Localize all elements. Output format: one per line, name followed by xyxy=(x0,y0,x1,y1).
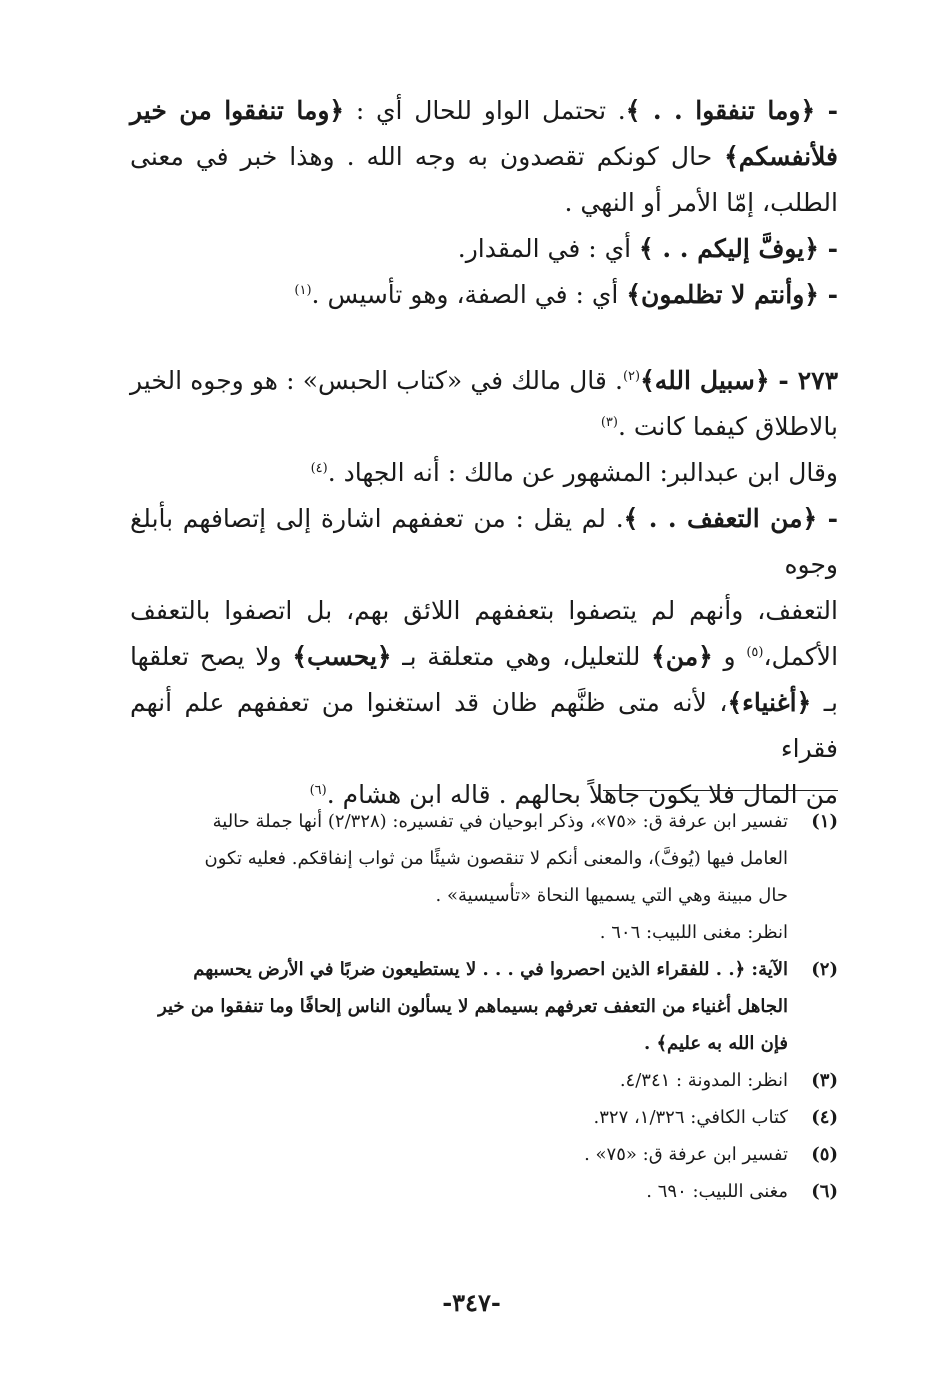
footnote-5 xyxy=(130,1136,838,1173)
footnote-text xyxy=(130,1173,788,1210)
paragraph-line xyxy=(130,634,838,680)
quran-quote: ﴿أغنياء﴾ xyxy=(727,688,812,717)
paragraph-line xyxy=(130,88,838,134)
paragraph-line xyxy=(130,134,838,180)
main-text xyxy=(130,88,838,818)
footnote-2 xyxy=(130,951,838,1062)
paragraph-line xyxy=(130,496,838,588)
text-span: أي : في الصفة، وهو تأسيس . xyxy=(311,280,627,309)
text-span: التعفف، وأنهم لم يتصفوا بتعففهم اللائق بهم، بل اتصفوا بالتعفف xyxy=(130,596,838,625)
footnote-text xyxy=(130,1099,788,1136)
text-span: للتعليل، وهي متعلقة بـ xyxy=(391,642,652,671)
paragraph-line xyxy=(130,180,838,226)
footnote-number: (٥) xyxy=(811,1144,838,1165)
paragraph-line xyxy=(130,450,838,496)
quran-quote: - ﴿من التعفف . . ﴾ xyxy=(623,504,838,533)
quran-quote: - ﴿يوفَّ إليكم . . ﴾ xyxy=(639,234,838,263)
footnote-line: تفسير ابن عرفة ق: «٧٥»، وذكر ابوحيان في تفسيره: (٢/٣٢٨) أنها جملة حالية xyxy=(212,811,788,832)
text-span: . تحتمل الواو للحال أي : xyxy=(344,96,626,125)
footnote-ref[interactable]: (١) xyxy=(294,283,312,298)
text-span: . لم يقل : من تعففهم اشارة إلى إتصافهم بأبلغ وجوه xyxy=(130,504,838,579)
paragraph-line xyxy=(130,226,838,272)
verse-heading: ٢٧٣ - ﴿سبيل الله﴾ xyxy=(640,366,839,395)
footnote-number: (١) xyxy=(811,811,838,832)
footnote-line: انظر: المدونة : ٤/٣٤١. xyxy=(619,1070,788,1091)
paragraph-line xyxy=(130,680,838,772)
footnote-line: الجاهل أغنياء من التعفف تعرفهم بسيماهم لا يسألون الناس إلحافًا وما تنفقوا من خير xyxy=(158,996,788,1017)
footnote-number: (٤) xyxy=(811,1107,838,1128)
paragraph-line xyxy=(130,404,838,450)
footnote-ref[interactable]: (٣) xyxy=(600,415,618,430)
footnote-ref[interactable]: (٤) xyxy=(310,461,328,476)
text-span: بـ xyxy=(811,688,838,717)
text-span: الأكمل، xyxy=(763,642,839,671)
footnote-1 xyxy=(130,803,838,951)
footnote-line: انظر: مغنى اللبيب: ٦٠٦ . xyxy=(599,922,788,943)
text-span: حال كونكم تقصدون به وجه الله . وهذا خبر في معنى xyxy=(130,142,725,171)
text-span: بالاطلاق كيفما كانت . xyxy=(617,412,838,441)
quran-quote: ﴿وما تنفقوا من خير xyxy=(130,96,345,125)
footnote-text xyxy=(130,1062,788,1099)
text-span: و xyxy=(712,642,747,671)
page-number: -٣٤٧- xyxy=(442,1288,501,1317)
footnote-text xyxy=(130,803,788,951)
paragraph-line xyxy=(130,358,838,404)
footnote-ref[interactable]: (٦) xyxy=(309,783,327,798)
footnote-line: مغنى اللبيب: ٦٩٠ . xyxy=(646,1181,788,1202)
quran-quote: - ﴿وما تنفقوا . . ﴾ xyxy=(625,96,838,125)
quran-quote: ﴿من﴾ xyxy=(651,642,713,671)
footnote-6 xyxy=(130,1173,838,1210)
text-span: أي : في المقدار. xyxy=(457,234,640,263)
paragraph-line xyxy=(130,272,838,318)
footnote-text xyxy=(130,951,788,1062)
text-span: وقال ابن عبدالبر: المشهور عن مالك : أنه الجهاد . xyxy=(327,458,838,487)
footnotes xyxy=(130,803,838,1210)
footnote-ref[interactable]: (٥) xyxy=(746,645,764,660)
footnote-line: حال مبينة وهي التي يسميها النحاة «تأسيسية» . xyxy=(435,885,788,906)
quran-quote: - ﴿وأنتم لا تظلمون﴾ xyxy=(626,280,838,309)
footnote-number: (٦) xyxy=(811,1181,838,1202)
text-span: . قال مالك في «كتاب الحبس» : هو وجوه الخير xyxy=(130,366,623,395)
text-span: ، لأنه متى ظنَّهم ظان قد استغنوا من تعففهم علم أنهم فقراء xyxy=(130,688,838,763)
footnote-4 xyxy=(130,1099,838,1136)
footnote-text xyxy=(130,1136,788,1173)
text-span: الطلب، إمّا الأمر أو النهي . xyxy=(564,188,838,217)
quran-quote: فلأنفسكم﴾ xyxy=(724,142,838,171)
footnote-line: تفسير ابن عرفة ق: «٧٥» . xyxy=(584,1144,788,1165)
footnote-ref[interactable]: (٢) xyxy=(622,369,641,384)
footnote-line: فإن الله به عليم﴾ . xyxy=(643,1033,788,1054)
quran-quote: ﴿يحسب﴾ xyxy=(292,642,392,671)
text-span: من المال فلا يكون جاهلاً بحالهم . قاله ابن هشام . xyxy=(326,780,838,809)
footnote-number: (٢) xyxy=(811,959,838,980)
footnote-3 xyxy=(130,1062,838,1099)
paragraph-line xyxy=(130,588,838,634)
text-span: ولا يصح تعلقها xyxy=(130,642,293,671)
footnote-line: العامل فيها (يُوفَّ)، والمعنى أنكم لا تنقصون شيئًا من ثواب إنفاقكم. فعليه تكون xyxy=(204,848,788,869)
footnote-line: كتاب الكافي: ١/٣٢٦، ٣٢٧. xyxy=(593,1107,788,1128)
footnote-divider xyxy=(603,790,838,791)
footnote-line: الآية: ﴿. . للفقراء الذين احصروا في . . . لا يستطيعون ضربًا في الأرض يحسبهم xyxy=(193,959,788,980)
footnote-number: (٣) xyxy=(811,1070,838,1091)
